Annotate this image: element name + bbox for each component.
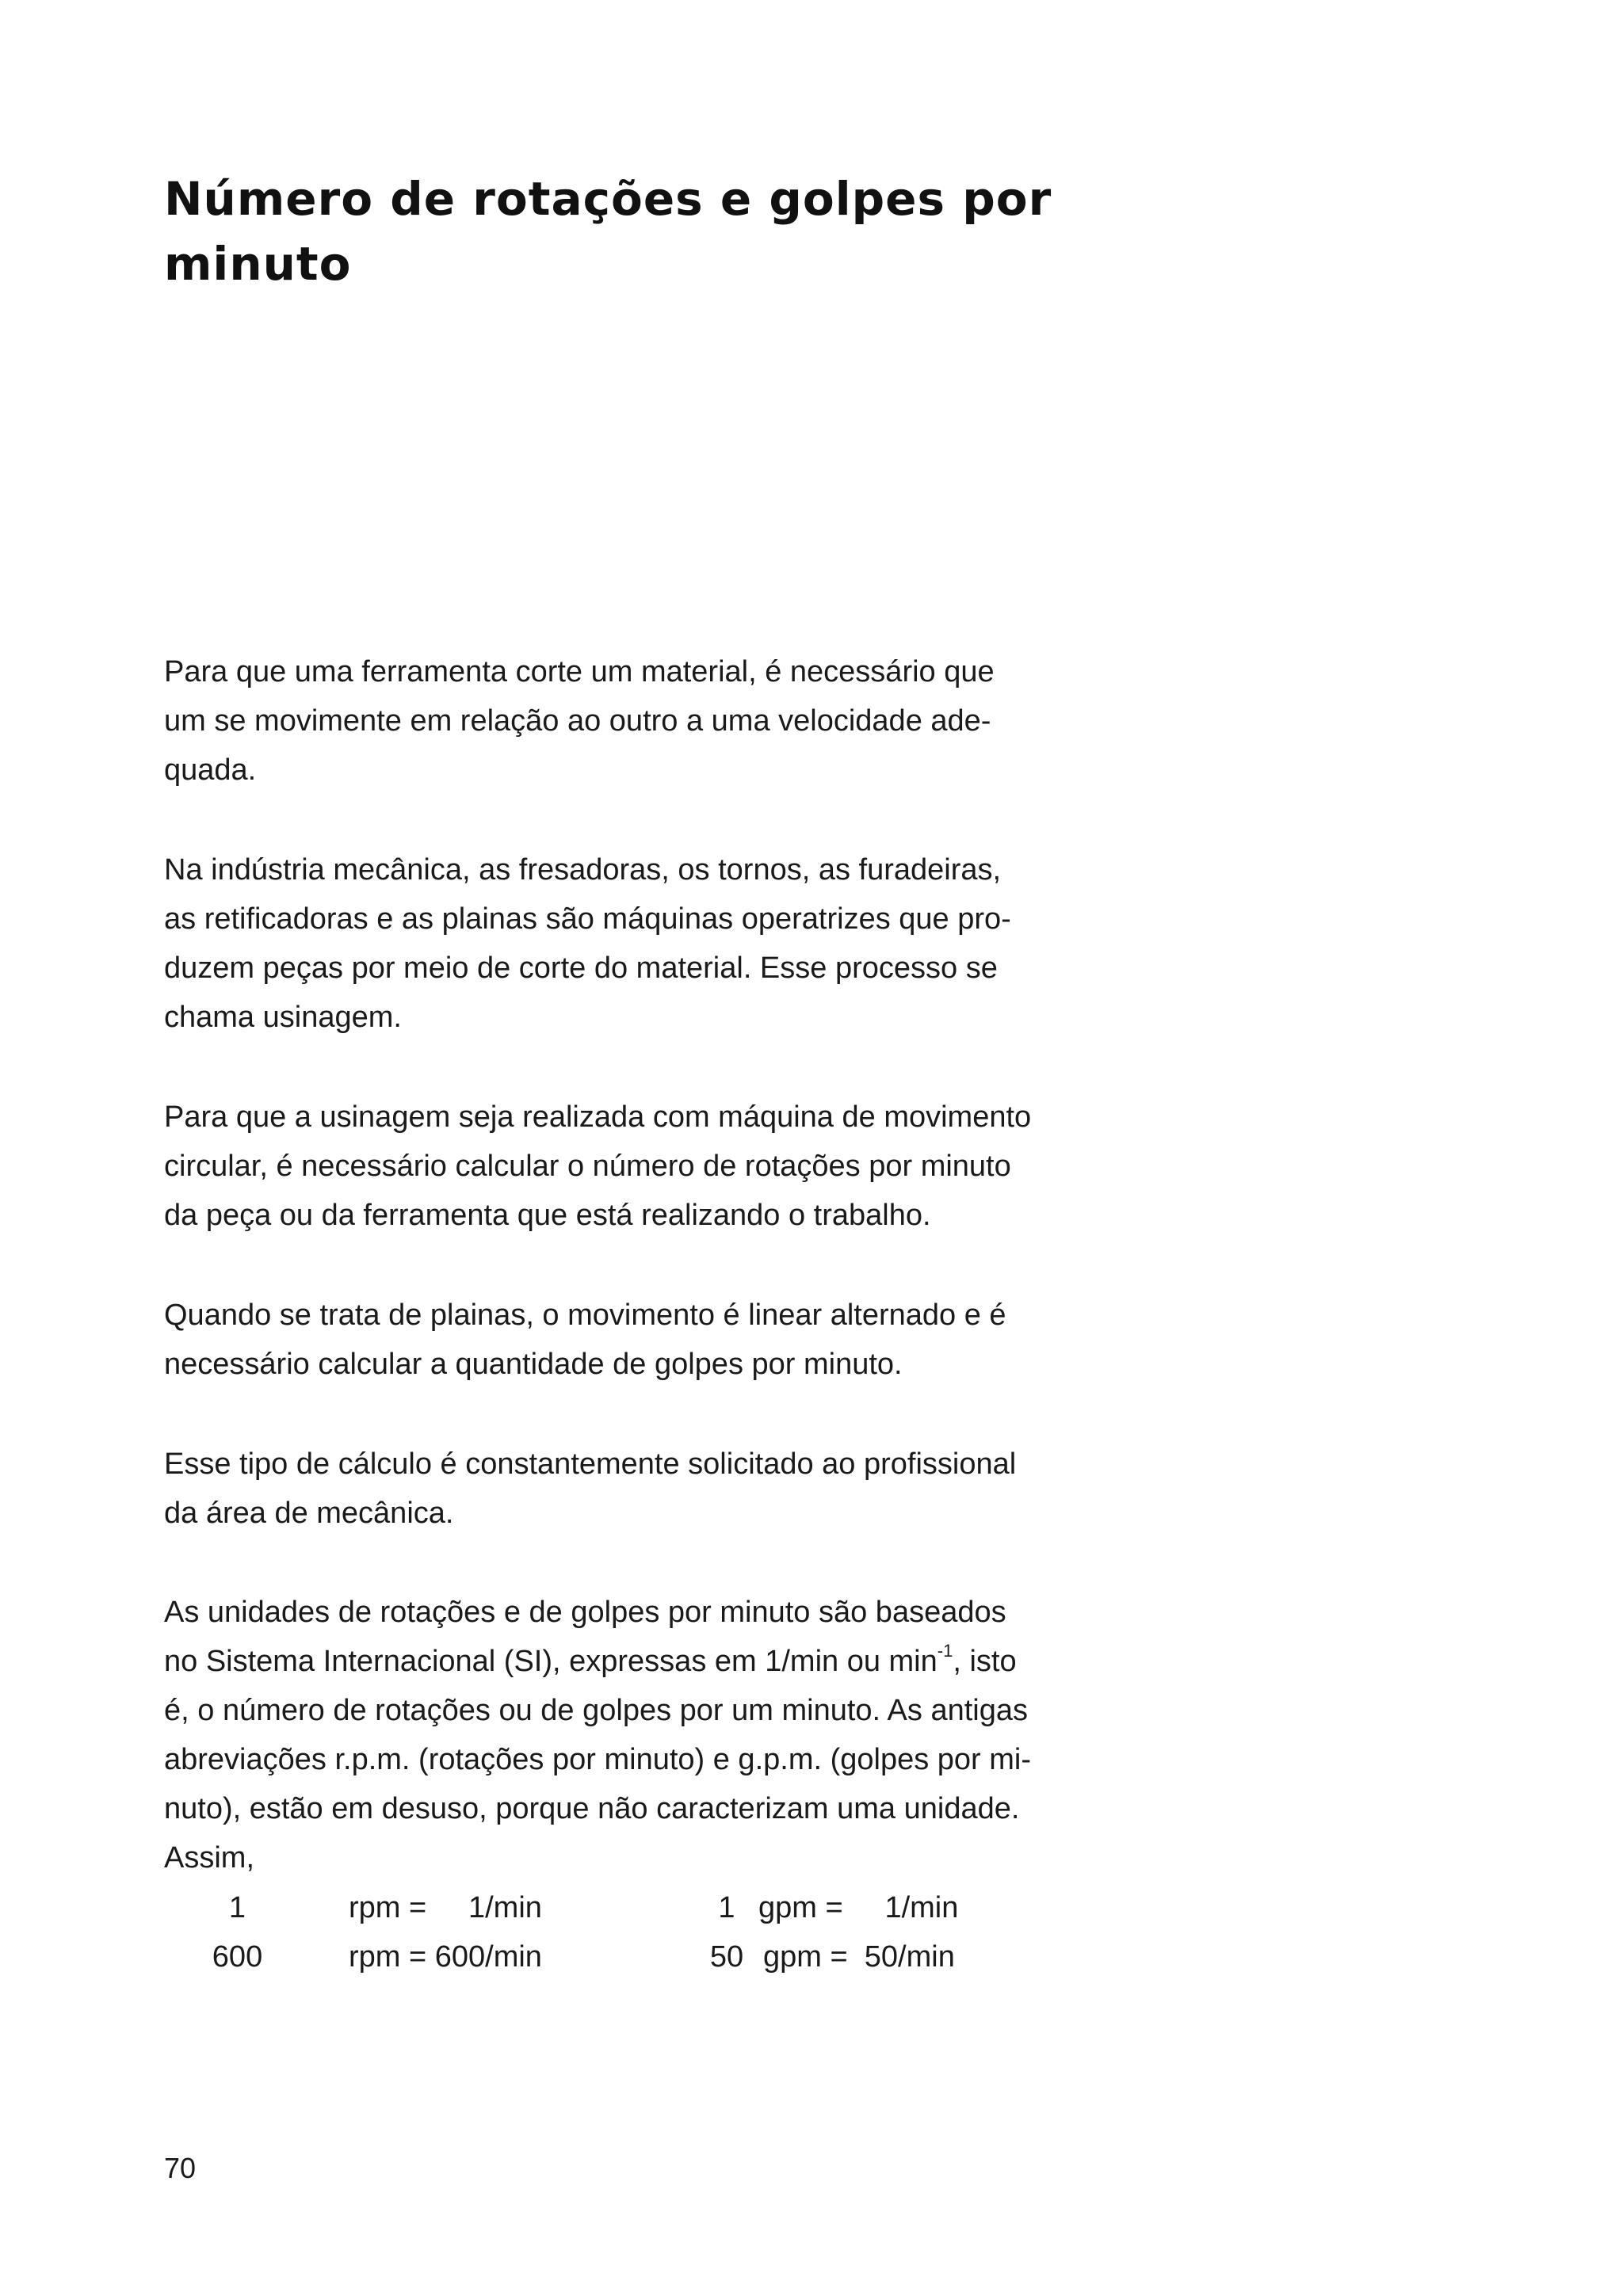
title-line-1: Número de rotações e golpes por [164,172,1052,226]
paragraph-line: Esse tipo de cálculo é constantemente solicitado ao profissional [164,1447,1017,1481]
gpm-value: 1 [718,1891,735,1924]
gpm-value: 50 [709,1940,744,1974]
paragraph-line: Para que uma ferramenta corte um material, é necessário que [164,655,995,688]
paragraph-1 [164,647,1083,795]
paragraph-line: é, o número de rotações ou de golpes por um minuto. As antigas [164,1694,1028,1727]
paragraph-4 [164,1291,1083,1389]
paragraph-text: no Sistema Internacional (SI), expressas em 1/min ou min [164,1645,938,1678]
paragraph-line: duzem peças por meio de corte do material. Esse processo se [164,952,998,985]
paragraph-line: Para que a usinagem seja realizada com máquina de movimento [164,1100,1032,1134]
rpm-equation: rpm = 600/min [349,1940,542,1974]
superscript: -1 [937,1641,953,1661]
paragraph-3 [164,1093,1083,1240]
paragraph-line: circular, é necessário calcular o número de rotações por minuto [164,1150,1011,1183]
rpm-value: 600 [212,1940,263,1974]
paragraph-line: chama usinagem. [164,1001,402,1034]
paragraph-5 [164,1440,1083,1538]
page-number: 70 [164,2152,197,2184]
paragraph-2 [164,845,1083,1042]
paragraph-line: as retificadoras e as plainas são máquinas operatrizes que pro- [164,902,1011,936]
paragraph-line: Na indústria mecânica, as fresadoras, os tornos, as furadeiras, [164,853,1002,887]
paragraph-line: quada. [164,753,257,787]
rpm-value: 1 [228,1891,246,1924]
paragraph-line: necessário calcular a quantidade de golpes por minuto. [164,1348,903,1381]
paragraph-line: da peça ou da ferramenta que está realizando o trabalho. [164,1199,931,1232]
paragraph-text: , isto [953,1645,1017,1678]
paragraph-line: Quando se trata de plainas, o movimento é linear alternado e é [164,1299,1006,1332]
paragraph-line [164,1637,1083,1686]
title-line-2: minuto [164,237,352,291]
paragraph-line: abreviações r.p.m. (rotações por minuto) e g.p.m. (golpes por mi- [164,1743,1032,1776]
gpm-equation: gpm = 50/min [763,1940,955,1974]
page-title [164,166,1115,296]
paragraph-line: um se movimente em relação ao outro a uma velocidade ade- [164,704,991,738]
paragraph-line: Assim, [164,1841,254,1875]
gpm-equation: gpm = 1/min [758,1891,959,1924]
rpm-equation: rpm = 1/min [349,1891,542,1924]
paragraph-line: nuto), estão em desuso, porque não caracterizam uma unidade. [164,1792,1020,1825]
paragraph-line: da área de mecânica. [164,1497,454,1530]
conversion-row [164,1932,1115,1981]
paragraph-6 [164,1588,1083,1882]
paragraph-line: As unidades de rotações e de golpes por minuto são baseados [164,1596,1006,1629]
conversion-row [164,1883,1115,1932]
